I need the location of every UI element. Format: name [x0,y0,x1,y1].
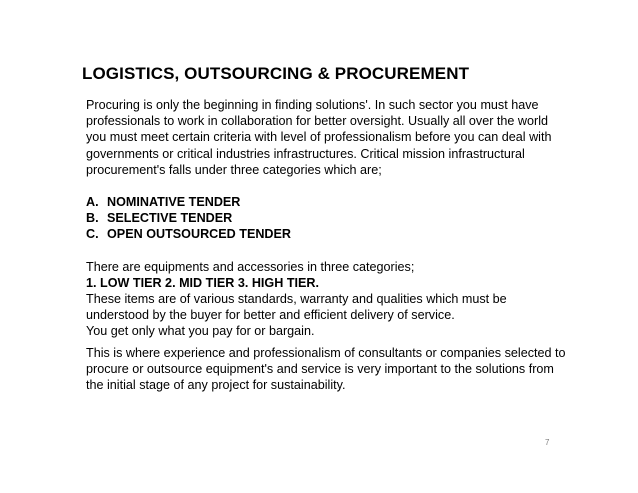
categories-intro: There are equipments and accessories in three categories; [86,259,415,274]
standards-paragraph: These items are of various standards, warranty and qualities which must be understood by the buyer for better and efficient delivery of service. [86,292,507,323]
tender-marker: B. [86,211,99,226]
tender-label: OPEN OUTSOURCED TENDER [107,227,292,242]
slide-body [86,97,566,393]
closing-paragraph: This is where experience and professionalism of consultants or companies selected to procure or outsource equipment's and service is very important to the solutions from the initial stage of any project for sustainability. [86,345,566,393]
tender-item-nominative [86,194,566,210]
intro-paragraph: Procuring is only the beginning in finding solutions'. In such sector you must have professionals to work in collaboration for better oversight. Usually all over the world you must meet certain criteria with level of professionalism before you can deal with governments or critical industries infrastructures. Critical mission infrastructural procurement's falls under three categories which are; [86,98,552,177]
tender-marker: A. [86,195,99,210]
tender-item-open-outsourced [86,226,566,242]
tender-list [86,194,566,243]
page-number: 7 [545,438,550,447]
tender-marker: C. [86,227,99,242]
tender-label: NOMINATIVE TENDER [107,195,241,210]
tier-list: 1. LOW TIER 2. MID TIER 3. HIGH TIER. [86,275,320,290]
slide-title: LOGISTICS, OUTSOURCING & PROCUREMENT [82,64,470,83]
tender-label: SELECTIVE TENDER [107,211,233,226]
tender-item-selective [86,210,566,226]
pay-note: You get only what you pay for or bargain. [86,324,315,339]
